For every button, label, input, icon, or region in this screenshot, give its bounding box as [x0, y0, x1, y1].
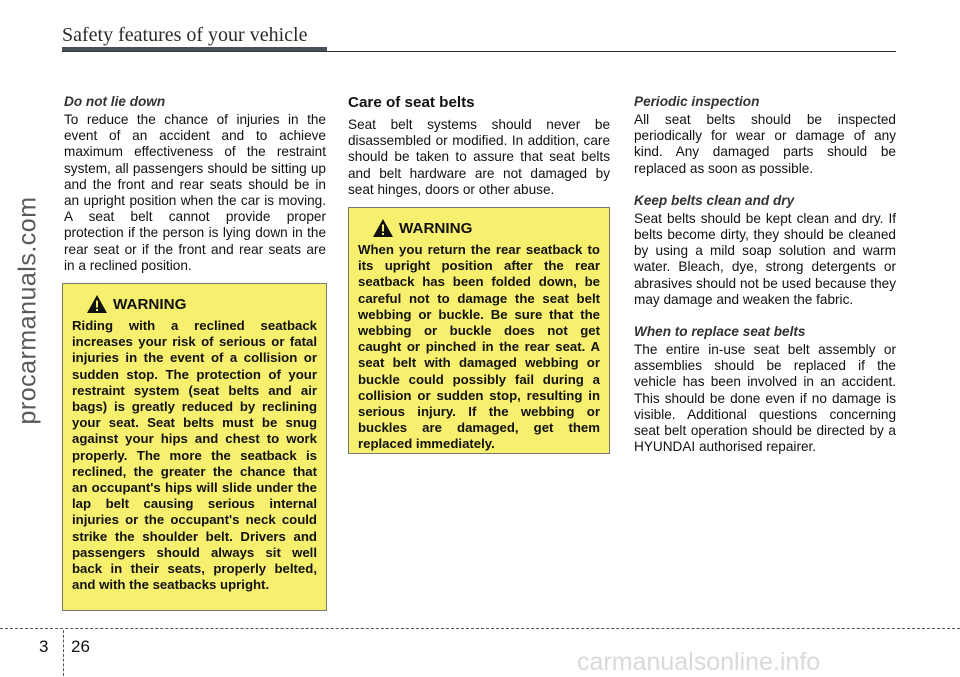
warning-header: [86, 294, 317, 314]
subheading-keep-belts-clean: Keep belts clean and dry: [634, 192, 795, 208]
section-periodic-inspection: [634, 94, 896, 177]
paragraph-do-not-lie-down: To reduce the chance of injuries in the event of an accident and to achieve maximum effectiveness of the restraint system, all passengers should be sitting up and the front and rear seats should be in an upright position when the car is moving. A seat belt cannot provide proper protection if the person is lying down in the rear seat or if the front and rear seats are in a reclined position.: [64, 112, 326, 273]
paragraph-care-of-seat-belts: Seat belt systems should never be disassembled or modified. In addition, care should be taken to assure that seat belts and belt hardware are not damaged by seat hinges, doors or other abuse.: [348, 117, 610, 197]
footer-rule: [0, 628, 960, 629]
subheading-when-to-replace: When to replace seat belts: [634, 324, 806, 340]
footer-page-number: 26: [71, 637, 90, 656]
warning-header: [372, 218, 600, 238]
paragraph-when-to-replace: The entire in-use seat belt assembly or assemblies should be replaced if the vehicle has been involved in an accident. This should be done even if no damage is visible. Additional questions concerning seat belt operation should be directed by a HYUNDAI authorised repairer.: [634, 342, 896, 455]
header-title: Safety features of your vehicle: [62, 24, 308, 46]
footer-chapter-number: 3: [39, 637, 49, 656]
warning-box-rear-seatback: [348, 207, 610, 454]
warning-body: When you return the rear seatback to its upright position after the rear seatback has been folded down, be careful not to damage the seat belt webbing or buckle. Be sure that the webbing or buckle does not get caught or pinched in the rear seat. A seat belt with damaged webbing or buckle could possibly fail during a collision or sudden stop, resulting in serious injury. If the webbing or buckles are damaged, get them replaced immediately.: [358, 242, 600, 452]
paragraph-keep-belts-clean: Seat belts should be kept clean and dry. If belts become dirty, they should be cleaned by using a mild soap solution and warm water. Bleach, dye, strong detergents or abrasives should not be used because they may damage and weaken the fabric.: [634, 210, 896, 307]
section-keep-belts-clean: [634, 193, 896, 308]
warning-body: Riding with a reclined seatback increases your risk of serious or fatal injuries in the event of a collision or sudden stop. The protection of your restraint system (seat belts and air bags) is greatly reduced by reclining your seat. Seat belts must be snug against your hips and chest to work properly. The more the seatback is reclined, the greater the chance that an occupant's hips will slide under the lap belt causing serious internal injuries or the occupant's neck could strike the shoulder belt. Drivers and passengers should always sit well back in their seats, properly belted, and with the seatbacks upright.: [72, 318, 317, 593]
subheading-periodic-inspection: Periodic inspection: [634, 94, 760, 109]
side-watermark: procarmanuals.com: [13, 196, 42, 425]
warning-triangle-icon: [372, 218, 394, 238]
header-rule: [62, 51, 896, 52]
footer-divider: [63, 630, 64, 676]
subheading-do-not-lie-down: Do not lie down: [64, 94, 166, 109]
heading-care-of-seat-belts: Care of seat belts: [348, 94, 475, 111]
warning-title: WARNING: [399, 219, 473, 237]
column-3: [634, 94, 896, 455]
column-2: [348, 94, 610, 198]
section-when-to-replace: [634, 324, 896, 455]
warning-title: WARNING: [113, 295, 187, 313]
warning-triangle-icon: [86, 294, 108, 314]
column-1: [64, 94, 326, 274]
warning-box-reclined-seat: [62, 283, 327, 611]
paragraph-periodic-inspection: All seat belts should be inspected periodically for wear or damage of any kind. Any damaged parts should be replaced as soon as possible.: [634, 112, 896, 176]
bottom-watermark: carmanualsonline.info: [577, 648, 821, 676]
